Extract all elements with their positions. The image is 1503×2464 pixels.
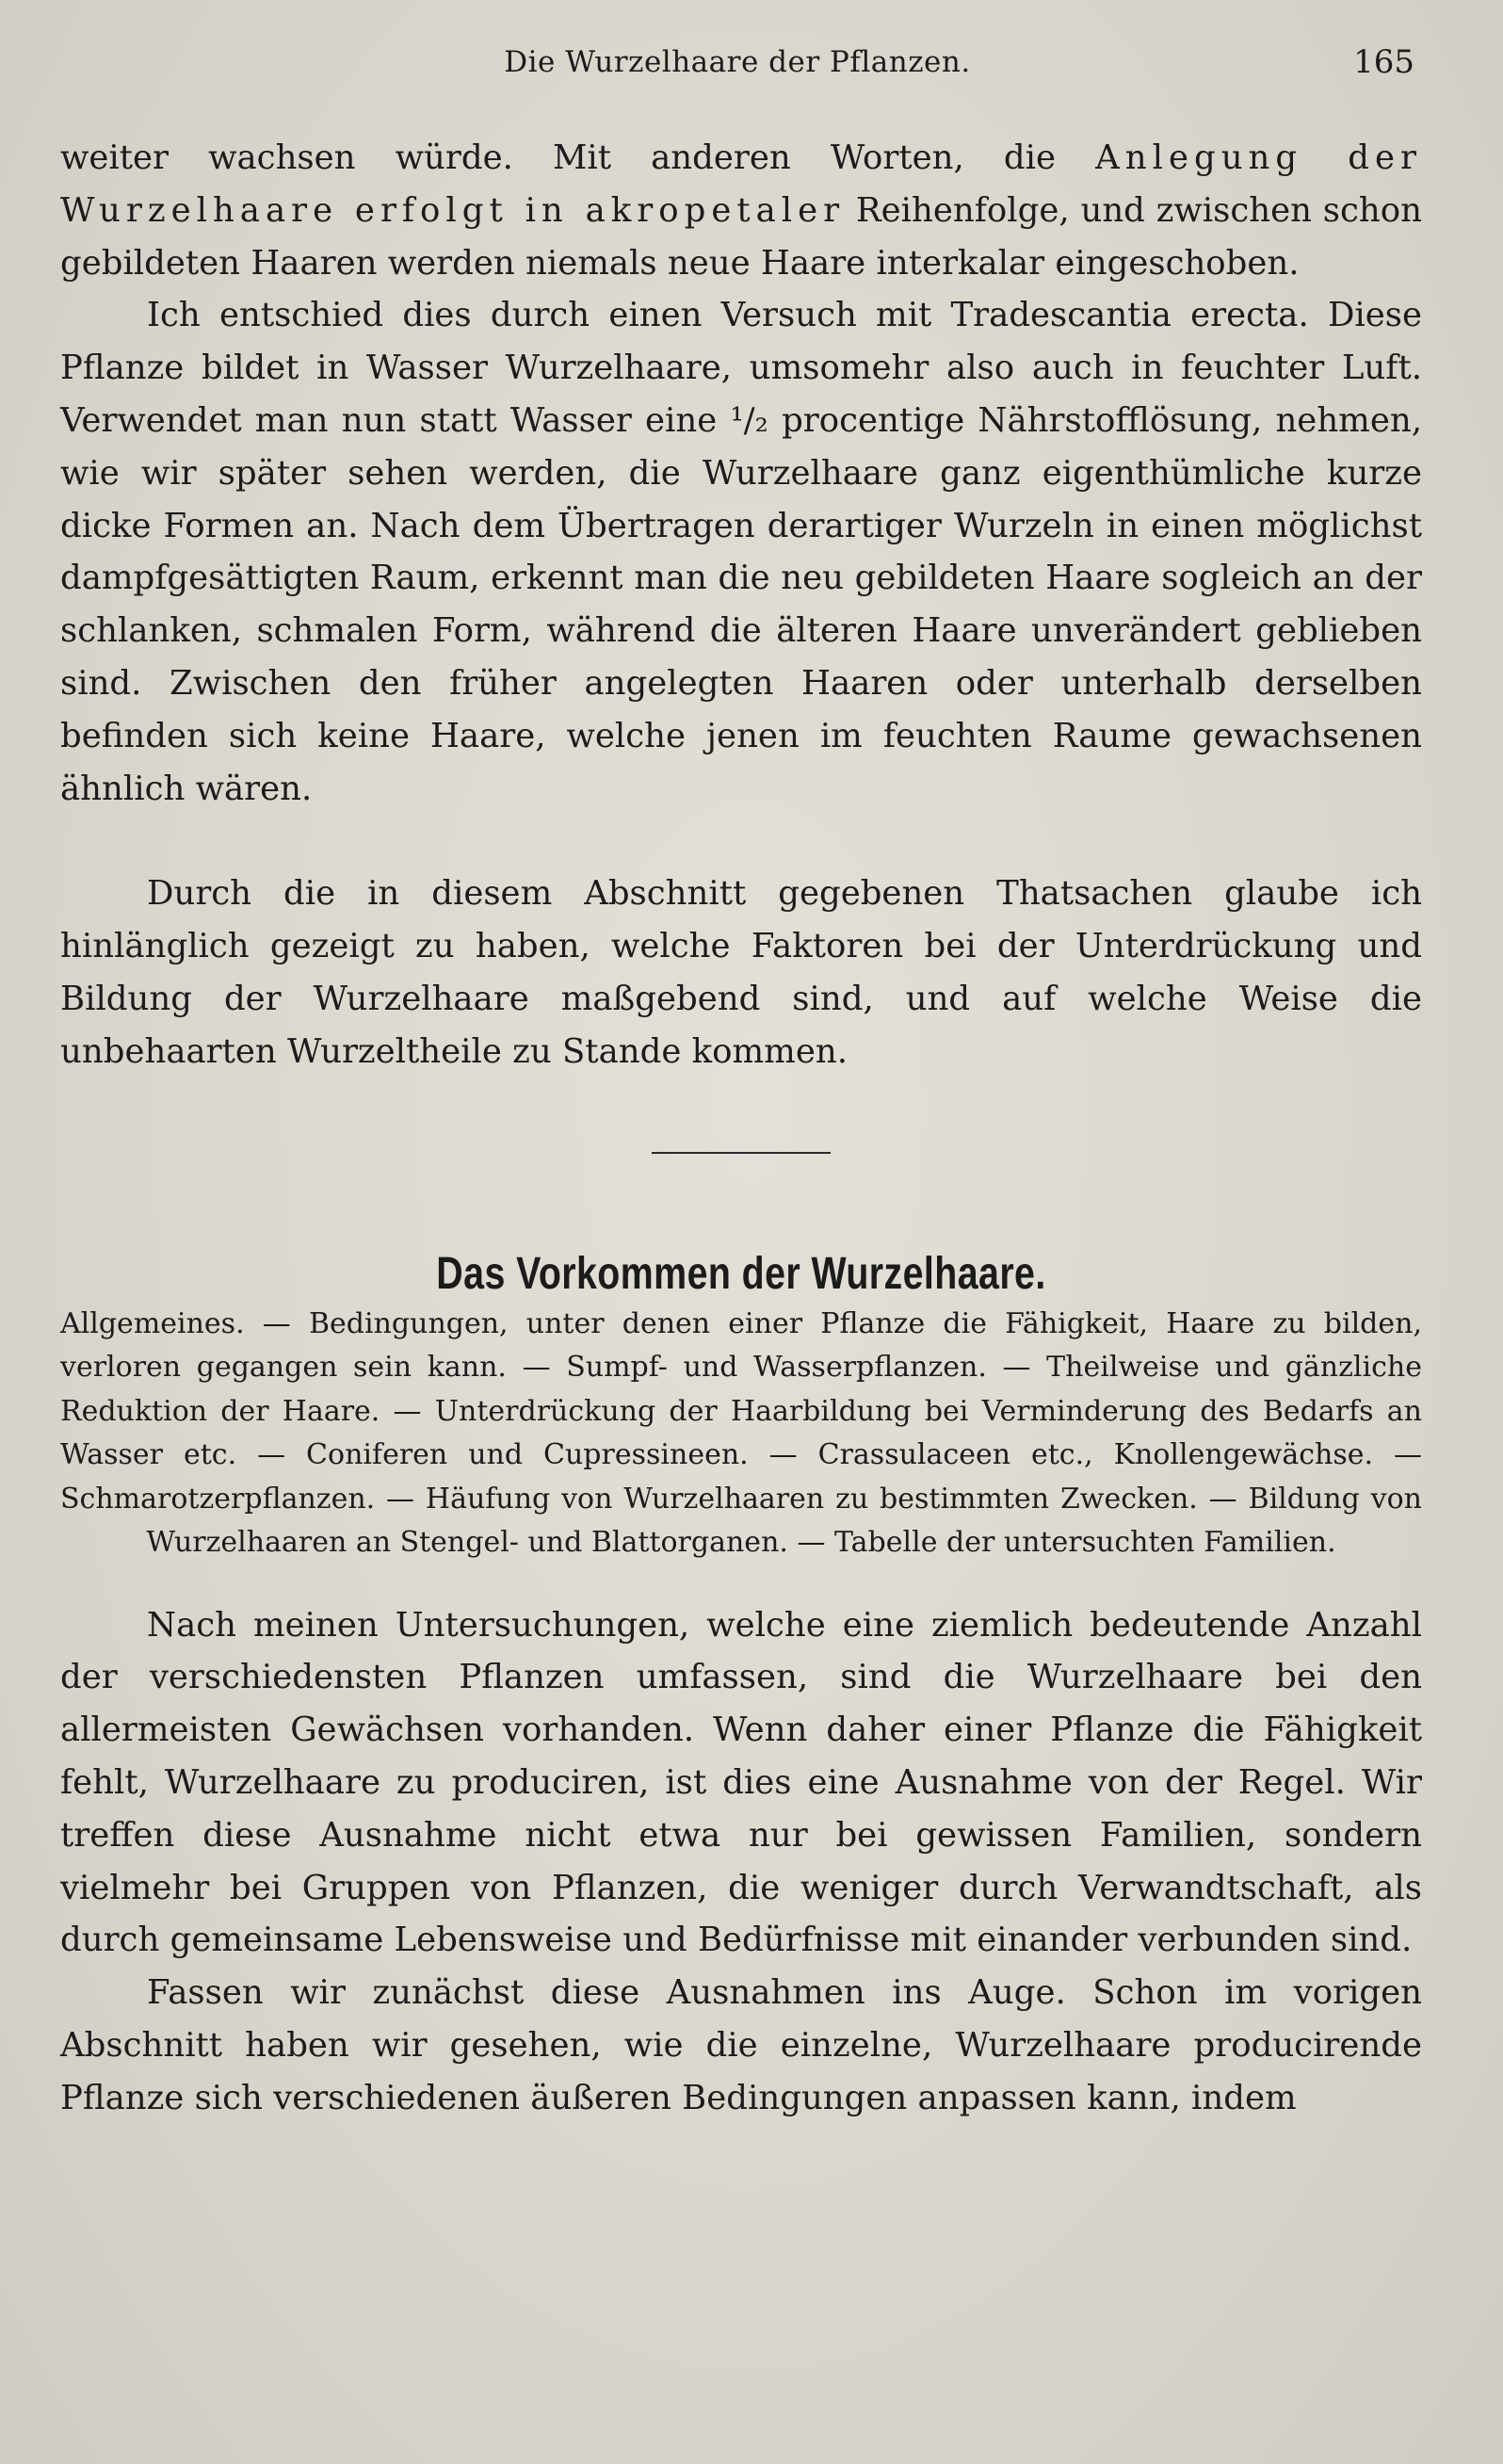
summary-gap — [60, 1565, 1422, 1599]
paragraph-1 — [60, 132, 1422, 289]
section-title: Das Vorkommen der Wurzelhaare. — [436, 1248, 1046, 1299]
emphasized-phrase: Anlegung der Wurzelhaare erfolgt in akropetaler — [60, 138, 1422, 230]
paragraph-5: Fassen wir zunächst diese Ausnahmen ins Auge. Schon im vorigen Abschnitt haben wir gesehen, wie die einzelne, Wurzelhaare producirende Pflanze sich verschiedenen äußeren Bedingungen anpassen kann, indem — [60, 1973, 1422, 2117]
paragraph-4: Nach meinen Untersuchungen, welche eine ziemlich bedeutende Anzahl der verschiedensten Pflanzen umfassen, sind die Wurzelhaare bei den allermeisten Gewächsen vorhanden. Wenn daher einer Pflanze die Fähigkeit fehlt, Wurzelhaare zu produciren, ist dies eine Ausnahme von der Regel. Wir treffen diese Ausnahme nicht etwa nur bei gewissen Familien, sondern vielmehr bei Gruppen von Pflanzen, die weniger durch Verwandtschaft, als durch gemeinsame Lebensweise und Bedürfnisse mit einander verbunden sind. — [60, 1605, 1422, 1960]
paragraph-1-start: weiter wachsen würde. Mit anderen Worten, die — [60, 138, 1096, 177]
paragraph-2: Ich entschied dies durch einen Versuch mit Tradescantia erecta. Diese Pflanze bildet in Wasser Wurzelhaare, umsomehr also auch in feuchter Luft. Verwendet man nun statt Wasser eine ¹/₂ procentige Nährstofflösung, nehmen, wie wir später sehen werden, die Wurzelhaare ganz eigenthümliche kurze dicke Formen an. Nach dem Übertragen derartiger Wurzeln in einen möglichst dampfgesättigten Raum, erkennt man die neu gebildeten Haare sogleich an der schlanken, schmalen Form, während die älteren Haare unverändert geblieben sind. Zwischen den früher angelegten Haaren oder unterhalb derselben befinden sich keine Haare, welche jenen im feuchten Raume gewachsenen ähnlich wären. — [60, 296, 1422, 808]
page-number: 165 — [1353, 43, 1414, 81]
page-header — [60, 45, 1414, 87]
paragraph-1-end: Reihenfolge, und zwischen schon gebildeten Haaren werden niemals neue Haare interkalar eingeschoben. — [60, 190, 1423, 283]
main-text — [60, 132, 1422, 2125]
section-separator-rule — [652, 1152, 831, 1154]
paragraph-3: Durch die in diesem Abschnitt gegebenen Thatsachen glaube ich hinlänglich gezeigt zu haben, welche Faktoren bei der Unterdrückung und Bildung der Wurzelhaare maßgebend sind, und auf welche Weise die unbehaarten Wurzeltheile zu Stande kommen. — [60, 874, 1422, 1071]
running-title: Die Wurzelhaare der Pflanzen. — [504, 45, 971, 79]
paragraph-gap — [60, 815, 1422, 867]
section-summary: Allgemeines. — Bedingungen, unter denen einer Pflanze die Fähigkeit, Haare zu bilden, verloren gegangen sein kann. — Sumpf- und Wasserpflanzen. — Theilweise und gänzliche Reduktion der Haare. — Unterdrückung der Haarbildung bei Verminderung des Bedarfs an Wasser etc. — Coniferen und Cupressineen. — Crassulaceen etc., Knollengewächse. — Schmarotzerpflanzen. — Häufung von Wurzelhaaren zu bestimmten Zwecken. — Bildung von Wurzelhaaren an Stengel- und Blattorganen. — Tabelle der untersuchten Familien. — [60, 1306, 1422, 1560]
